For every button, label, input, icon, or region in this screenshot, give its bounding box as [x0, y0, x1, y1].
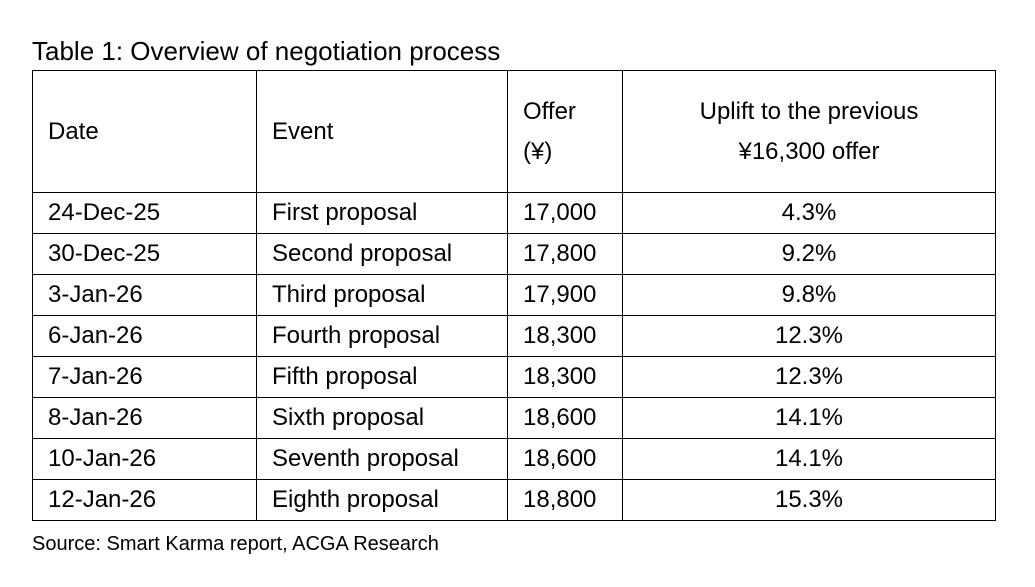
cell-event: Third proposal	[257, 275, 508, 316]
source-note: Source: Smart Karma report, ACGA Research	[32, 533, 439, 555]
cell-date: 7-Jan-26	[33, 357, 257, 398]
cell-event: Seventh proposal	[257, 439, 508, 480]
cell-event: Sixth proposal	[257, 398, 508, 439]
cell-event: Eighth proposal	[257, 480, 508, 521]
cell-event: First proposal	[257, 193, 508, 234]
cell-date: 24-Dec-25	[33, 193, 257, 234]
header-offer	[508, 71, 623, 193]
cell-uplift: 15.3%	[623, 480, 996, 521]
cell-date: 3-Jan-26	[33, 275, 257, 316]
cell-event: Fourth proposal	[257, 316, 508, 357]
negotiation-table	[32, 70, 996, 521]
table-row	[33, 234, 996, 275]
cell-date: 8-Jan-26	[33, 398, 257, 439]
cell-offer: 18,600	[508, 398, 623, 439]
table-row	[33, 439, 996, 480]
cell-uplift: 14.1%	[623, 439, 996, 480]
cell-event: Fifth proposal	[257, 357, 508, 398]
table-header-row	[33, 71, 996, 193]
cell-offer: 17,900	[508, 275, 623, 316]
table-title: Table 1: Overview of negotiation process	[32, 36, 501, 66]
cell-date: 12-Jan-26	[33, 480, 257, 521]
header-uplift-line2: ¥16,300 offer	[738, 137, 880, 165]
header-event: Event	[257, 71, 508, 193]
cell-uplift: 14.1%	[623, 398, 996, 439]
table-row	[33, 398, 996, 439]
cell-offer: 18,600	[508, 439, 623, 480]
table-row	[33, 193, 996, 234]
table-row	[33, 275, 996, 316]
header-offer-line2: (¥)	[523, 137, 553, 165]
table-row	[33, 316, 996, 357]
cell-uplift: 9.8%	[623, 275, 996, 316]
table-row	[33, 480, 996, 521]
header-date: Date	[33, 71, 257, 193]
header-uplift	[623, 71, 996, 193]
cell-event: Second proposal	[257, 234, 508, 275]
cell-offer: 17,800	[508, 234, 623, 275]
header-offer-line1: Offer	[523, 97, 576, 125]
cell-date: 6-Jan-26	[33, 316, 257, 357]
cell-offer: 17,000	[508, 193, 623, 234]
cell-uplift: 9.2%	[623, 234, 996, 275]
cell-date: 30-Dec-25	[33, 234, 257, 275]
table-row	[33, 357, 996, 398]
cell-date: 10-Jan-26	[33, 439, 257, 480]
cell-uplift: 12.3%	[623, 357, 996, 398]
cell-offer: 18,300	[508, 357, 623, 398]
cell-uplift: 4.3%	[623, 193, 996, 234]
cell-offer: 18,800	[508, 480, 623, 521]
cell-offer: 18,300	[508, 316, 623, 357]
header-uplift-line1: Uplift to the previous	[699, 97, 919, 125]
cell-uplift: 12.3%	[623, 316, 996, 357]
